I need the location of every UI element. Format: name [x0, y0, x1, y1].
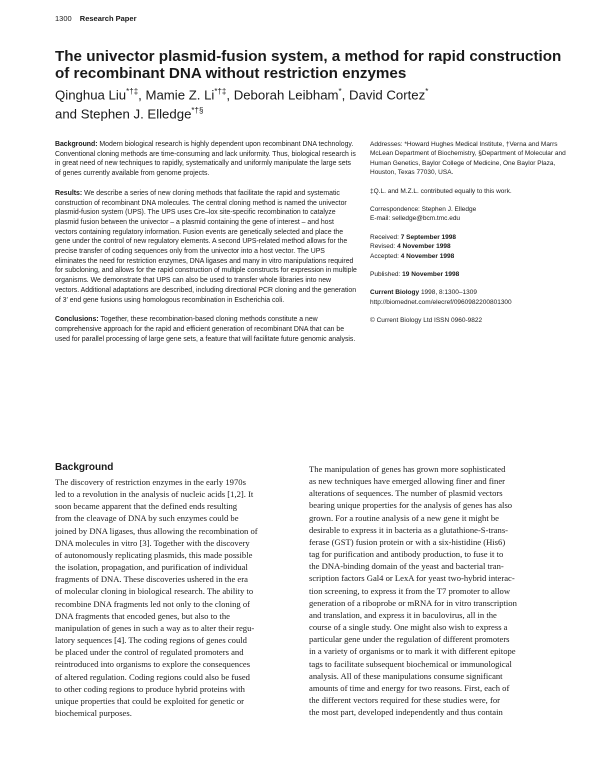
- author-list: Qinghua Liu*†‡, Mamie Z. Li*†‡, Deborah Leibham*, David Cortez* and Stephen J. Elledge*†§: [55, 87, 429, 122]
- body-text-line: DNA fragments that encoded genes, but also to the: [55, 610, 230, 621]
- body-column-left: [55, 476, 295, 719]
- body-text-line: grown. For a routine analysis of a new gene it might be: [309, 512, 499, 523]
- article-title: The univector plasmid-fusion system, a method for rapid construction of recombinant DNA without restriction enzymes: [55, 48, 562, 82]
- section-heading-background: Background: [55, 462, 114, 473]
- author: Qinghua Liu: [55, 87, 127, 103]
- body-text-line: analysis. All of these manipulations consume significant: [309, 670, 503, 681]
- body-text-line: to other coding regions to produce hybrid proteins with: [55, 683, 245, 694]
- abstract: [55, 140, 357, 354]
- body-text-line: tion screening, to express it from the T7 promoter to allow: [309, 585, 511, 596]
- author: Deborah Leibham: [233, 87, 339, 103]
- body-text-line: fragments of DNA. These discoveries ushered in the era: [55, 574, 248, 585]
- body-text-line: tag for purification and antibody production, to fuse it to: [309, 549, 504, 560]
- running-header: [55, 14, 136, 23]
- abstract-results: Results: We describe a series of new cloning methods that facilitate the rapid and systematic construction of recombinant DNA molecules. The central cloning method is named the univector plasmid-fusion system (UPS). The UPS uses Cre–lox site-specific recombination to catalyze plasmid fusion between the univector – a plasmid containing the gene of interest – and host vectors containing regulatory information. Fusion events are genetically selected and place the gene under the control of new regulatory elements. A second UPS-related method allows for the precise transfer of coding sequences only from the univector into a host vector. The UPS eliminates the need for restriction enzymes, DNA ligases and many in vitro manipulations required for subcloning, and allows for the rapid construction of multiple constructs for expression in multiple organisms. We demonstrate that UPS can also be used to transfer whole libraries into new vectors. Additional adaptations are described, including directional PCR cloning and the generation of 3′ end gene fusions using homologous recombination in Escherichia coli.: [55, 189, 357, 304]
- body-text-line: the most part, developed independently and thus contain: [309, 707, 503, 718]
- body-text-line: bearing unique properties for the analysis of genes has also: [309, 500, 513, 511]
- body-text-line: particular gene under the regulation of different promoters: [309, 634, 510, 645]
- author: Mamie Z. Li: [145, 87, 215, 103]
- body-text-line: led to a revolution in the analysis of nucleic acids [1,2]. It: [55, 489, 254, 500]
- published-date: Published: 19 November 1998: [370, 271, 460, 279]
- body-text-line: generation of a riboprobe or mRNA for in vitro transcription: [309, 597, 517, 608]
- body-text-line: the isolation, propagation, and purification of individual: [55, 562, 248, 573]
- body-text-line: The manipulation of genes has grown more sophisticated: [309, 464, 506, 474]
- body-text-line: the different vectors required for these studies were, for: [309, 694, 500, 705]
- body-text-line: joined by DNA ligases, thus allowing the recombination of: [55, 525, 258, 536]
- body-column-right: [309, 463, 549, 718]
- body-text-line: the DNA-binding domain of the yeast and bacterial tran-: [309, 561, 504, 572]
- page-number: 1300: [55, 14, 72, 23]
- body-text-line: biochemical purposes.: [55, 707, 132, 718]
- body-text-line: in a variety of organisms or to mark it with different epitope: [309, 646, 516, 657]
- article-info-sidebar: [370, 140, 570, 335]
- article-url[interactable]: http://biomednet.com/elecref/0960982200801300: [370, 298, 512, 306]
- author: Stephen J. Elledge: [80, 106, 192, 122]
- body-text-line: desirable to express it in bacteria as a glutathione-S-trans-: [309, 524, 509, 535]
- body-text-line: of autonomously replicating plasmids, this made possible: [55, 549, 253, 560]
- dates: Received: 7 September 1998 Revised: 4 November 1998 Accepted: 4 November 1998: [370, 233, 457, 260]
- body-text-line: soon became apparent that the defined ends resulting: [55, 501, 238, 512]
- abstract-conclusions: Conclusions: Together, these recombination-based cloning methods constitute a new comprehensive approach for the rapid and efficient generation of recombinant DNA that can be used for parallel processing of large gene sets, a feature that will facilitate future genomic analysis.: [55, 316, 356, 343]
- body-text-line: scription factors Gal4 or LexA for yeast two-hybrid interac-: [309, 573, 515, 584]
- body-text-line: recombine DNA fragments led not only to the cloning of: [55, 598, 250, 609]
- citation: Current Biology 1998, 8:1300–1309 http://biomednet.com/elecref/0960982200801300: [370, 289, 512, 306]
- section-label: Research Paper: [79, 14, 137, 23]
- body-text-line: The discovery of restriction enzymes in the early 1970s: [55, 477, 246, 487]
- body-text-line: tags to facilitate subsequent biochemical or immunological: [309, 658, 512, 669]
- addresses: Addresses: *Howard Hughes Medical Institute, †Verna and Marrs McLean Department of Biochemistry, §Department of Molecular and Human Genetics, Baylor College of Medicine, One Baylor Plaza, Houston, Texas 77030, USA.: [370, 141, 566, 177]
- body-text-line: latory sequences [4]. The coding regions of genes could: [55, 635, 247, 646]
- body-text-line: and translation, and express it in baculovirus, all in the: [309, 609, 497, 620]
- body-text-line: as new techniques have emerged allowing finer and finer: [309, 476, 505, 487]
- copyright: © Current Biology Ltd ISSN 0960-9822: [370, 317, 483, 325]
- body-text-line: ferase (GST) fusion protein or with a six-histidine (His6): [309, 536, 506, 547]
- body-text-line: course of a single study. One might also wish to express a: [309, 622, 508, 633]
- body-text-line: be placed under the control of regulated promoters and: [55, 647, 244, 658]
- body-text-line: amounts of time and energy for two reasons. First, each of: [309, 682, 510, 693]
- email-link[interactable]: E-mail: selledge@bcm.tmc.edu: [370, 215, 461, 223]
- body-text-line: DNA molecules in vitro [3]. Together with the discovery: [55, 537, 250, 548]
- body-text-line: reintroduced into organisms to explore the consequences: [55, 659, 251, 670]
- body-text-line: unique properties that could be exploited for genetic or: [55, 695, 244, 706]
- body-text-line: alterations of sequences. The number of plasmid vectors: [309, 488, 503, 499]
- body-text-line: of altered regulation. Coding regions could also be fused: [55, 671, 250, 682]
- body-text-line: of molecular cloning in biological research. The ability to: [55, 586, 254, 597]
- abstract-background: Background: Modern biological research is highly dependent upon recombinant DNA technology. Conventional cloning methods are time-consuming and lack uniformity. Thus, biological research is in great need of new techniques to rapidly, systematically and uniformly manipulate the large sets of genes currently available from genome projects.: [55, 141, 356, 178]
- equal-contribution-note: ‡Q.L. and M.Z.L. contributed equally to this work.: [370, 187, 512, 195]
- author: David Cortez: [349, 87, 426, 103]
- correspondence: Correspondence: Stephen J. Elledge E-mail: selledge@bcm.tmc.edu: [370, 206, 477, 223]
- body-text-line: manipulation of genes in such a way as to alter their regu-: [55, 622, 255, 633]
- body-text-line: from the cleavage of DNA by such enzymes could be: [55, 513, 239, 524]
